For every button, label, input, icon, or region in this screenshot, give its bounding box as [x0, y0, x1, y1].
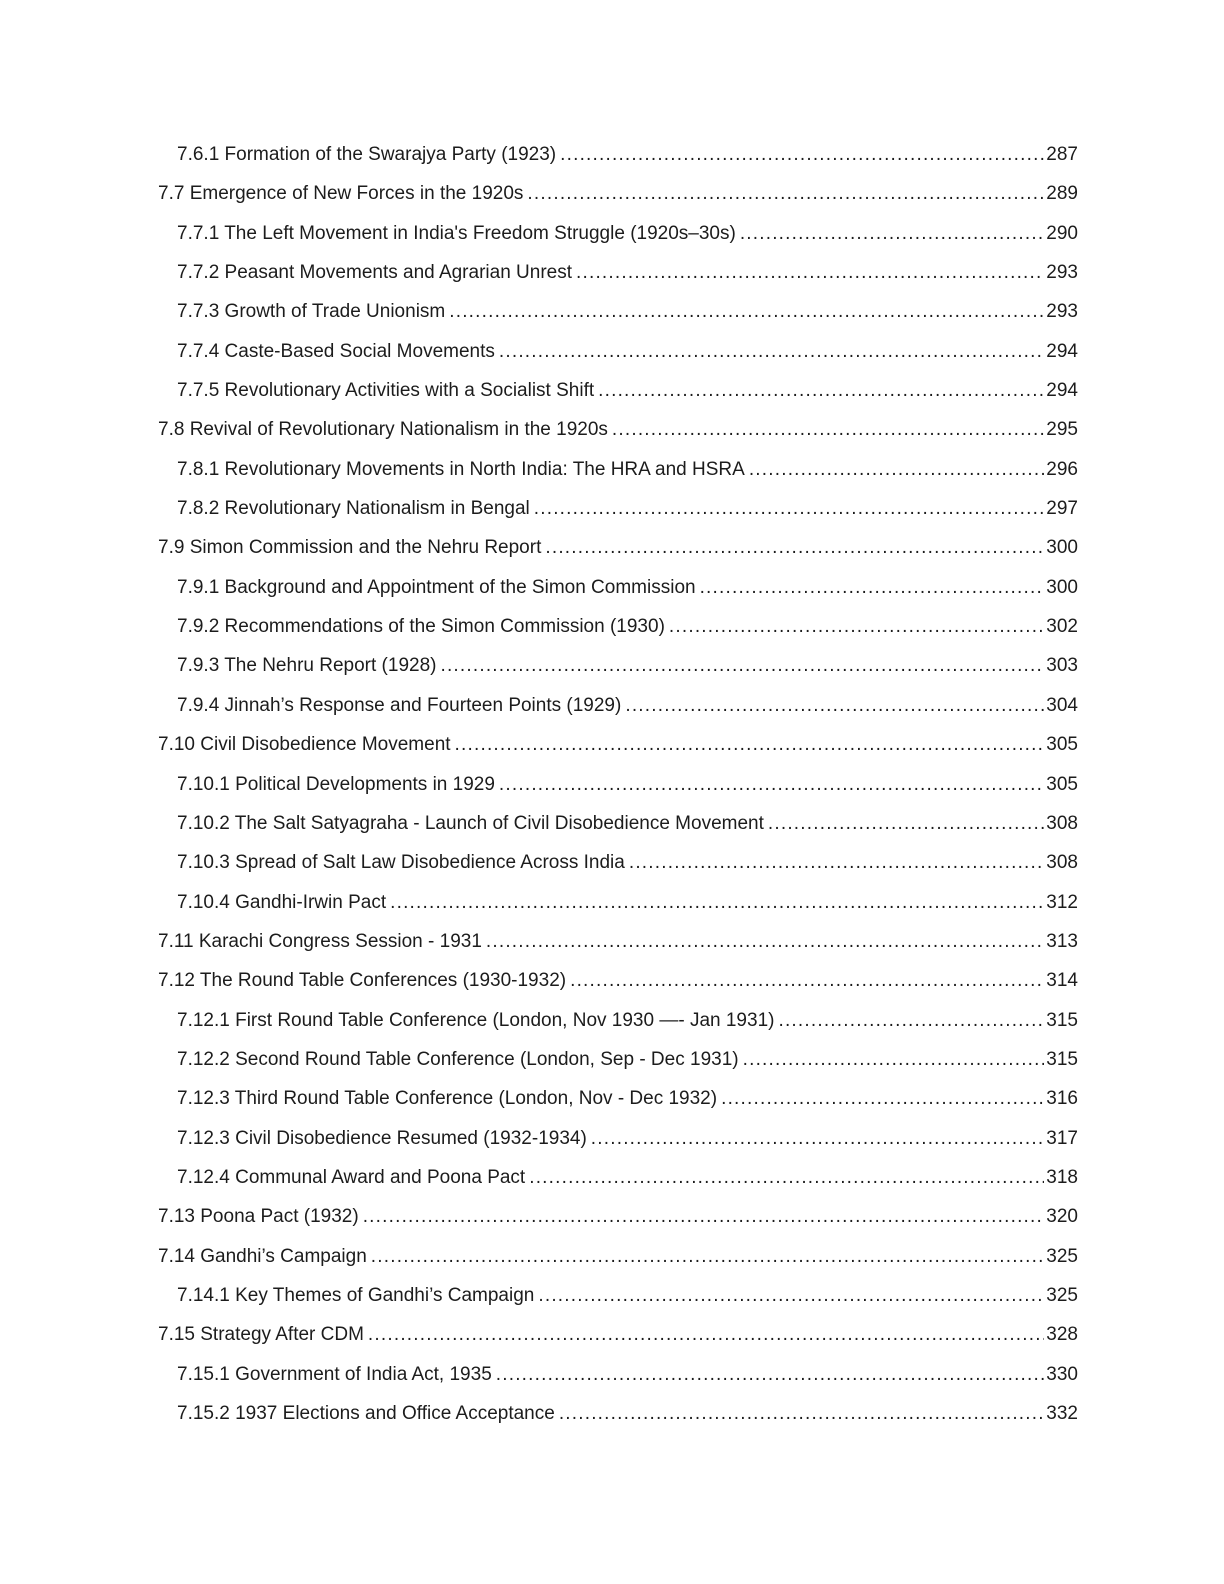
toc-entry-label: 7.12.1 First Round Table Conference (London, Nov 1930 —- Jan 1931) [177, 1009, 775, 1031]
toc-entry-label: 7.10 Civil Disobedience Movement [158, 734, 451, 756]
toc-entry [158, 843, 1078, 882]
toc-entry-page: 293 [1046, 262, 1078, 284]
toc-entry-label: 7.7.1 The Left Movement in India's Freedom Struggle (1920s–30s) [177, 222, 736, 244]
toc-entry [158, 765, 1078, 804]
toc-leader-dots [778, 1001, 1044, 1040]
toc-entry-label: 7.9.3 The Nehru Report (1928) [177, 655, 437, 677]
toc-entry [158, 1394, 1078, 1433]
toc-entry-page: 318 [1046, 1166, 1078, 1188]
toc-leader-dots [499, 765, 1044, 804]
toc-entry-page: 325 [1046, 1245, 1078, 1267]
toc-entry-page: 300 [1046, 576, 1078, 598]
toc-entry-label: 7.15.1 Government of India Act, 1935 [177, 1363, 492, 1385]
toc-leader-dots [486, 922, 1044, 961]
toc-entry-label: 7.7.4 Caste-Based Social Movements [177, 340, 495, 362]
toc-entry [158, 646, 1078, 685]
toc-entry-page: 308 [1046, 812, 1078, 834]
toc-entry-label: 7.7 Emergence of New Forces in the 1920s [158, 183, 524, 205]
toc-entry [158, 174, 1078, 213]
toc-entry [158, 332, 1078, 371]
toc-entry-label: 7.7.2 Peasant Movements and Agrarian Unrest [177, 262, 573, 284]
toc-entry-page: 294 [1046, 340, 1078, 362]
toc-entry-label: 7.14 Gandhi’s Campaign [158, 1245, 367, 1267]
toc-leader-dots [560, 135, 1044, 174]
toc-leader-dots [529, 1158, 1044, 1197]
toc-leader-dots [740, 214, 1044, 253]
toc-entry-page: 312 [1046, 891, 1078, 913]
toc-leader-dots [363, 1197, 1045, 1236]
toc-entry [158, 292, 1078, 331]
toc-entry-page: 305 [1046, 734, 1078, 756]
toc-entry-page: 315 [1046, 1009, 1078, 1031]
toc-entry [158, 1276, 1078, 1315]
toc-entry-page: 296 [1046, 458, 1078, 480]
toc-entry-page: 332 [1046, 1403, 1078, 1424]
toc-leader-dots [545, 528, 1044, 567]
toc-leader-dots [669, 607, 1044, 646]
toc-entry-label: 7.15 Strategy After CDM [158, 1324, 364, 1346]
toc-entry-page: 300 [1046, 537, 1078, 559]
toc-entry [158, 253, 1078, 292]
toc-entry-page: 305 [1046, 773, 1078, 795]
toc-entry-page: 294 [1046, 380, 1078, 402]
toc-leader-dots [570, 961, 1044, 1000]
toc-entry-label: 7.14.1 Key Themes of Gandhi’s Campaign [177, 1284, 535, 1306]
toc-leader-dots [534, 489, 1045, 528]
toc-entry [158, 1040, 1078, 1079]
toc-leader-dots [743, 1040, 1045, 1079]
toc-leader-dots [390, 883, 1044, 922]
toc-entry-label: 7.10.1 Political Developments in 1929 [177, 773, 495, 795]
toc-leader-dots [538, 1276, 1044, 1315]
toc-entry-page: 289 [1046, 183, 1078, 205]
toc-entry-page: 328 [1046, 1324, 1078, 1346]
toc-entry-page: 293 [1046, 301, 1078, 323]
toc-entry [158, 135, 1078, 174]
toc-entry-page: 325 [1046, 1284, 1078, 1306]
toc-entry [158, 1158, 1078, 1197]
toc-entry-page: 297 [1046, 498, 1078, 520]
toc-entry-label: 7.13 Poona Pact (1932) [158, 1206, 359, 1228]
toc-entry-page: 304 [1046, 694, 1078, 716]
toc-entry-label: 7.9.1 Background and Appointment of the Simon Commission [177, 576, 696, 598]
toc-entry-page: 313 [1046, 930, 1078, 952]
toc-entry-page: 290 [1046, 222, 1078, 244]
toc-entry-label: 7.7.3 Growth of Trade Unionism [177, 301, 446, 323]
toc-entry-page: 303 [1046, 655, 1078, 677]
toc-entry-label: 7.9 Simon Commission and the Nehru Report [158, 537, 542, 559]
toc-entry [158, 1355, 1078, 1394]
toc-entry-label: 7.12.3 Civil Disobedience Resumed (1932-1934) [177, 1127, 587, 1149]
toc-entry-label: 7.9.4 Jinnah’s Response and Fourteen Points (1929) [177, 694, 622, 716]
toc-entry-page: 295 [1046, 419, 1078, 441]
toc-entry-label: 7.10.4 Gandhi-Irwin Pact [177, 891, 387, 913]
toc-leader-dots [629, 843, 1044, 882]
toc-entry-page: 330 [1046, 1363, 1078, 1385]
toc-entry [158, 1119, 1078, 1158]
toc-entry-label: 7.12.3 Third Round Table Conference (London, Nov - Dec 1932) [177, 1088, 718, 1110]
toc-entry [158, 725, 1078, 764]
toc-entry-page: 302 [1046, 616, 1078, 638]
toc-leader-dots [440, 646, 1044, 685]
toc-list [158, 135, 1078, 1433]
toc-leader-dots [591, 1119, 1045, 1158]
toc-leader-dots [612, 410, 1044, 449]
toc-entry [158, 804, 1078, 843]
toc-entry [158, 1315, 1078, 1354]
toc-leader-dots [496, 1355, 1045, 1394]
toc-entry-label: 7.10.3 Spread of Salt Law Disobedience Across India [177, 852, 625, 874]
toc-entry [158, 528, 1078, 567]
toc-leader-dots [527, 174, 1044, 213]
toc-entry-page: 320 [1046, 1206, 1078, 1228]
toc-entry-label: 7.12 The Round Table Conferences (1930-1932) [158, 970, 567, 992]
toc-entry-label: 7.9.2 Recommendations of the Simon Commission (1930) [177, 616, 665, 638]
toc-leader-dots [625, 686, 1044, 725]
toc-leader-dots [559, 1394, 1044, 1433]
toc-entry-label: 7.6.1 Formation of the Swarajya Party (1923) [177, 144, 557, 165]
toc-entry [158, 686, 1078, 725]
toc-entry-label: 7.7.5 Revolutionary Activities with a Socialist Shift [177, 380, 595, 402]
toc-entry [158, 1237, 1078, 1276]
toc-leader-dots [700, 568, 1045, 607]
toc-leader-dots [576, 253, 1044, 292]
toc-entry [158, 922, 1078, 961]
toc-leader-dots [721, 1079, 1044, 1118]
toc-entry [158, 410, 1078, 449]
toc-entry-label: 7.8.2 Revolutionary Nationalism in Bengal [177, 498, 530, 520]
toc-entry-label: 7.15.2 1937 Elections and Office Acceptance [177, 1403, 555, 1424]
toc-entry-label: 7.12.4 Communal Award and Poona Pact [177, 1166, 526, 1188]
toc-leader-dots [371, 1237, 1045, 1276]
toc-entry-page: 287 [1046, 144, 1078, 165]
toc-entry-page: 315 [1046, 1048, 1078, 1070]
toc-leader-dots [368, 1315, 1044, 1354]
toc-entry-label: 7.11 Karachi Congress Session - 1931 [158, 930, 482, 952]
toc-leader-dots [499, 332, 1044, 371]
toc-entry-page: 316 [1046, 1088, 1078, 1110]
toc-entry [158, 371, 1078, 410]
toc-entry-page: 314 [1046, 970, 1078, 992]
toc-leader-dots [598, 371, 1044, 410]
toc-entry [158, 961, 1078, 1000]
toc-leader-dots [749, 450, 1044, 489]
toc-entry [158, 883, 1078, 922]
toc-entry [158, 450, 1078, 489]
toc-entry [158, 607, 1078, 646]
toc-entry [158, 1197, 1078, 1236]
toc-entry-page: 308 [1046, 852, 1078, 874]
toc-entry [158, 489, 1078, 528]
toc-entry [158, 1079, 1078, 1118]
toc-entry-label: 7.12.2 Second Round Table Conference (London, Sep - Dec 1931) [177, 1048, 739, 1070]
toc-entry-label: 7.8 Revival of Revolutionary Nationalism in the 1920s [158, 419, 608, 441]
toc-leader-dots [449, 292, 1044, 331]
toc-leader-dots [768, 804, 1044, 843]
toc-entry-label: 7.10.2 The Salt Satyagraha - Launch of Civil Disobedience Movement [177, 812, 764, 834]
toc-entry [158, 214, 1078, 253]
toc-entry-label: 7.8.1 Revolutionary Movements in North India: The HRA and HSRA [177, 458, 745, 480]
toc-entry [158, 568, 1078, 607]
toc-entry-page: 317 [1046, 1127, 1078, 1149]
toc-entry [158, 1001, 1078, 1040]
toc-leader-dots [455, 725, 1045, 764]
